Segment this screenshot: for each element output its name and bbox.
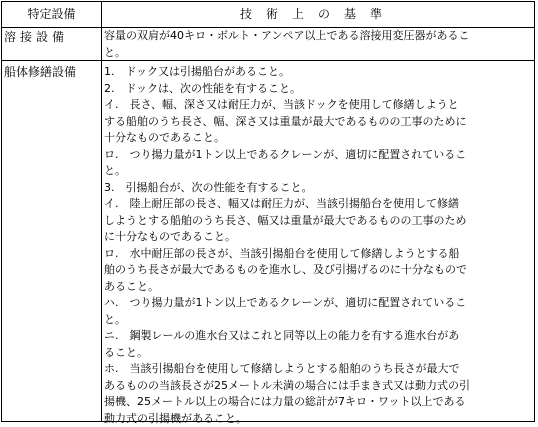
text-line: ること。 (104, 345, 534, 362)
header-facility: 特定設備 (2, 2, 101, 27)
standard-welding (104, 28, 534, 61)
text-line: と。 (104, 45, 534, 62)
standards-table (1, 1, 535, 422)
column-divider (101, 2, 102, 421)
term-hull-repair: 船体修繕設備 (4, 64, 100, 80)
text-line: イ. 長さ、幅、深さ又は耐圧力が、当該ドックを使用して修繕しようと (104, 97, 534, 114)
text-line: ハ. つり揚力量が1トン以上であるクレーンが、適切に配置されているこ (104, 295, 534, 312)
text-line: 揚機、25メートル以上の場合には力量の総計が7キロ・ワット以上である (104, 394, 534, 411)
text-line: に十分なものであること。 (104, 229, 534, 246)
text-line: と。 (104, 163, 534, 180)
text-line: 容量の双肩が40キロ・ボルト・アンペア以上である溶接用変圧器があるこ (104, 28, 534, 45)
text-line: 舶のうち長さが最大であるものを進水し、及び引揚げるのに十分なもので (104, 262, 534, 279)
text-line: ロ. つり揚力量が1トン以上であるクレーンが、適切に配置されているこ (104, 147, 534, 164)
standard-hull-repair (104, 64, 534, 427)
text-line: しようとする船舶のうち長さ、幅又は重量が最大であるものの工事のため (104, 213, 534, 230)
header-standard: 技術上の基準 (102, 2, 534, 27)
text-line: 3. 引揚船台が、次の性能を有すること。 (104, 180, 534, 197)
text-line: 1. ドック又は引揚船台があること。 (104, 64, 534, 81)
text-line: イ. 陸上耐圧部の長さ、幅又は耐圧力が、当該引揚船台を使用して修繕 (104, 196, 534, 213)
text-line: ホ. 当該引揚船台を使用して修繕しようとする船舶のうち長さが最大で (104, 361, 534, 378)
text-line: 動力式の引揚機があること。 (104, 411, 534, 427)
table-header (2, 2, 534, 28)
term-welding: 溶接設備 (4, 29, 100, 45)
text-line: ロ. 水中耐圧部の長さが、当該引揚船台を使用して修繕しようとする船 (104, 246, 534, 263)
text-line: する船舶のうち長さ、幅、深さ又は重量が最大であるものの工事のために (104, 114, 534, 131)
text-line: ニ. 鋼製レールの進水台又はこれと同等以上の能力を有する進水台があ (104, 328, 534, 345)
text-line: 十分なものであること。 (104, 130, 534, 147)
text-line: あるものの当該長さが25メートル未満の場合には手まき式又は動力式の引 (104, 378, 534, 395)
text-line: あること。 (104, 279, 534, 296)
text-line: 2. ドックは、次の性能を有すること。 (104, 81, 534, 98)
text-line: と。 (104, 312, 534, 329)
